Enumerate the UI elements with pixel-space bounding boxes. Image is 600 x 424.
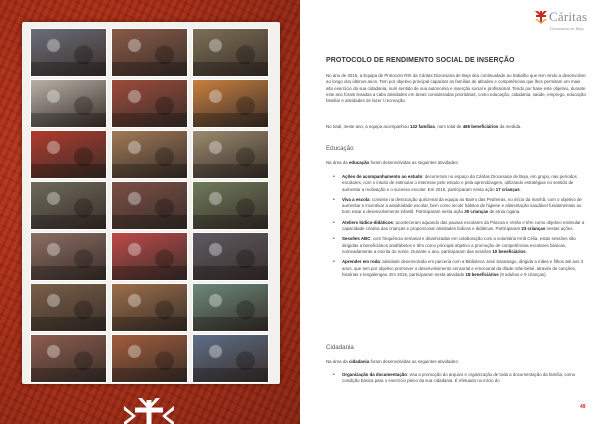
photo-8 [111, 130, 188, 179]
photo-7 [30, 130, 107, 179]
list-item: • Ateliers lúdico-didáticos: aconteceram aquando das pausas escolares da Páscoa e Verão e têm como objetivo estimular a capacidade criativa das crianças e proporcionar atividades lúdicas e didáticas. Participaram 23 crianças nestas ações. [326, 220, 588, 233]
education-heading: Educação [326, 145, 354, 152]
beneficiaries-count: 465 beneficiários [462, 124, 499, 129]
photo-15 [192, 232, 269, 281]
photo-11 [111, 181, 188, 230]
logo-subtitle: Diocesana de Beja [550, 26, 584, 31]
families-count: 132 famílias [409, 124, 435, 129]
citizenship-list [326, 372, 588, 385]
list-item: • Ações de acompanhamento ao estudo: decorreram no espaço da Cáritas Diocesana de Beja, em grupo, nas períodos escolares, com o intuito de estimular o interesse pelo estudo e pela aprendizagem, utilizando estratégias no sentido de aumentar a motivação e o sucesso escolar. Em 2016, participaram nesta ação 17 crianças. [326, 174, 588, 193]
page-number: 49 [580, 404, 586, 410]
photo-3 [192, 28, 269, 77]
citizenship-heading: Cidadania [326, 344, 354, 351]
education-intro: Na área da educação foram desenvolvidas as seguintes atividades: [326, 160, 459, 165]
section-title: PROTOCOLO DE RENDIMENTO SOCIAL DE INSERÇÃO [326, 57, 515, 64]
photo-20 [111, 334, 188, 383]
right-page [300, 0, 600, 424]
photo-18 [192, 283, 269, 332]
education-list [326, 174, 588, 278]
photo-16 [30, 283, 107, 332]
photo-17 [111, 283, 188, 332]
photo-12 [192, 181, 269, 230]
photo-10 [30, 181, 107, 230]
list-item: • Aprender em roda: atividade desenvolvida em parceria com a Biblioteca José Saramago, dirigida a mães e filhos até aos 3 anos, que tem por objetivo promover o desenvolvimento sensorial e emocional da díade mãe-bebé, através de canções, histórias e lengalengas. Em 2016, participaram nesta atividade 18 beneficiários (9 adultos e 9 crianças). [326, 259, 588, 278]
intro-paragraph: No ano de 2016, a Equipa de Protocolo RSI da Cáritas Diocesana de Beja deu continuidade ao trabalho que tem vindo a desenvolver ao longo dos últimos anos. Tem por objetivo principal capacitar as famílias de atitudes e competências que lhes permitam um mais alto exercício da sua cidadania, num sentido de sua autonomia e inserção social e profissional. Tendo por base este objetivo, durante este ano foram levadas a cabo atividades em áreas consideradas prioritárias, como educação, cidadania, saúde, emprego, educação familiar e atividades de lazer / recreação. [326, 73, 586, 104]
caritas-flame-icon [534, 10, 548, 24]
photo-6 [192, 79, 269, 128]
photo-13 [30, 232, 107, 281]
caritas-cross-icon [120, 396, 178, 424]
photo-2 [111, 28, 188, 77]
citizenship-intro: Na área da cidadania foram desenvolvidas as seguintes atividades: [326, 359, 459, 364]
totals-paragraph: No total, neste ano, a equipa acompanhou 132 famílias, num total de 465 beneficiários da medida. [326, 124, 522, 129]
photo-9 [192, 130, 269, 179]
list-item: • Viva a escola: consiste na deslocação quinzenal da equipa ao Bairro das Pedreiras, no início da manhã, com o objetivo de aumentar e incentivar a assiduidade escolar, bem como incutir hábitos de higiene e alimentação saudável fundamentais ao bom estar e desenvolvimento infantil. Participaram nesta ação 30 crianças de etnia cigana. [326, 197, 588, 216]
photo-21 [192, 334, 269, 383]
photo-collage [22, 22, 280, 384]
caritas-logo [534, 8, 594, 38]
photo-19 [30, 334, 107, 383]
photo-4 [30, 79, 107, 128]
photo-14 [111, 232, 188, 281]
photo-1 [30, 28, 107, 77]
list-item: • Organização da documentação: visa a promoção do arquivo e organização de toda a documentação da família, como condição básica para o exercício pleno da sua cidadania. É efetuado no início do [326, 372, 588, 385]
list-item: • Sessões ABC: com frequência semanal e dinamizadas em colaboração com a voluntária Irmã Célia, estas sessões são dirigidas a beneficiários analfabetos e têm como principal objetivo a promoção de competências escolares básicas, nomeadamente a escrita do nome. Durante o ano, participaram das sessões 10 beneficiários. [326, 236, 588, 255]
logo-name: Cáritas [549, 9, 588, 24]
photo-5 [111, 79, 188, 128]
